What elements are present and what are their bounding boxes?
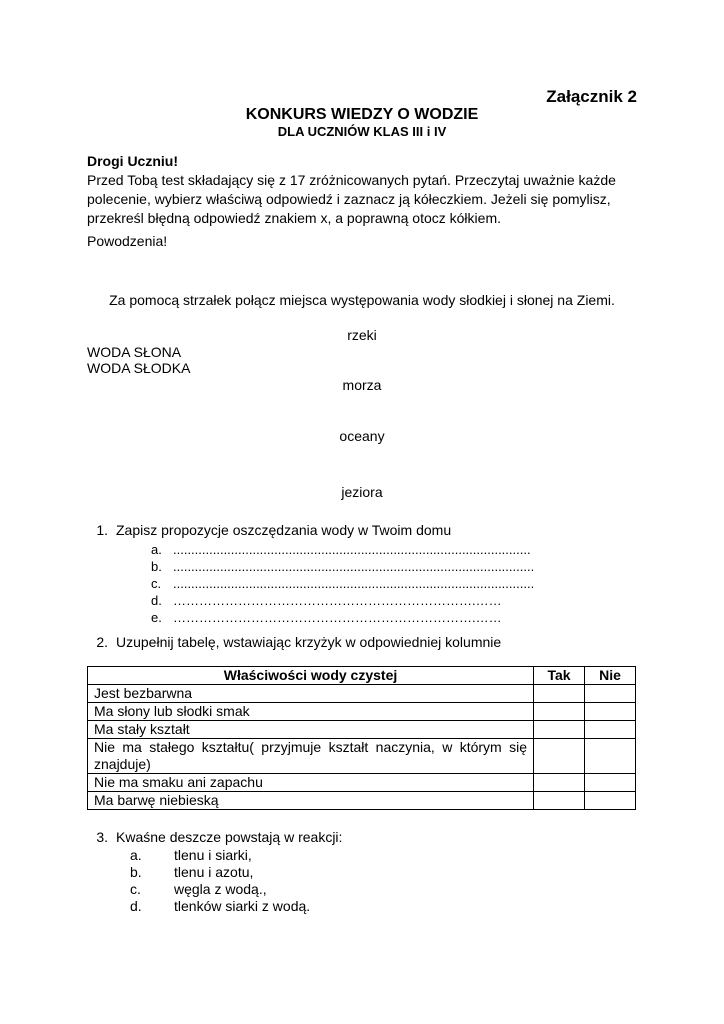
yes-cell[interactable] [534,685,585,703]
property-cell: Ma stały kształt [88,721,534,739]
question-2-text: Uzupełnij tabelę, wstawiając krzyżyk w odpowiedniej kolumnie [116,634,502,650]
option-text: tlenków siarki z wodą. [174,898,311,914]
table-row [88,721,636,739]
place-rivers: rzeki [347,327,377,343]
option-c[interactable] [130,881,310,898]
answer-letter: a. [151,542,162,557]
option-b[interactable] [130,864,310,881]
no-cell[interactable] [585,774,636,792]
place-lakes: jeziora [341,484,383,500]
place-oceans: oceany [339,428,385,444]
table-row [88,774,636,792]
no-cell[interactable] [585,792,636,810]
answer-dots: .................................................................................................... [173,576,535,591]
answer-letter: e. [151,610,162,625]
greeting: Drogi Uczniu! [87,153,178,169]
no-cell[interactable] [585,739,636,774]
option-letter: b. [130,864,142,880]
option-a[interactable] [130,847,310,864]
table-row [88,792,636,810]
intro-block [87,152,647,228]
matching-instruction: Za pomocą strzałek połącz miejsca występowania wody słodkiej i słonej na Ziemi. [109,292,615,308]
question-2 [86,634,501,650]
option-text: tlenu i azotu, [174,864,254,880]
property-cell: Ma barwę niebieską [88,792,534,810]
question-2-number: 2. [96,634,108,650]
question-1 [86,522,451,538]
properties-table [87,666,636,810]
good-luck-text: Powodzenia! [87,233,168,249]
question-1-answers [151,541,534,626]
header-properties: Właściwości wody czystej [88,667,534,685]
page-subtitle: DLA UCZNIÓW KLAS III i IV [277,124,447,139]
table-header-row [88,667,636,685]
question-3-number: 3. [96,829,108,845]
question-3 [86,829,342,845]
answer-line[interactable] [151,541,534,558]
option-text: węgla z wodą., [174,881,267,897]
header-no: Nie [585,667,636,685]
answer-letter: c. [151,576,162,591]
answer-line[interactable] [151,592,534,609]
yes-cell[interactable] [534,739,585,774]
question-1-text: Zapisz propozycje oszczędzania wody w Twoim domu [116,522,452,538]
yes-cell[interactable] [534,721,585,739]
property-cell: Ma słony lub słodki smak [88,703,534,721]
answer-letter: b. [151,559,162,574]
answer-dots: …………………………………………………………….…… [173,593,502,608]
answer-letter: d. [151,593,162,608]
yes-cell[interactable] [534,774,585,792]
question-3-options [130,847,310,915]
no-cell[interactable] [585,685,636,703]
yes-cell[interactable] [534,792,585,810]
page-title: KONKURS WIEDZY O WODZIE [245,106,479,123]
annex-label: Załącznik 2 [546,87,637,106]
yes-cell[interactable] [534,703,585,721]
option-letter: d. [130,898,142,914]
place-seas: morza [342,377,382,393]
type-fresh-water: WODA SŁODKA [87,360,191,376]
answer-dots: ................................................................................................... [173,542,531,557]
property-cell: Nie ma stałego kształtu( przyjmuje kształt naczynia, w którym się znajduje) [88,739,534,774]
option-text: tlenu i siarki, [174,847,252,863]
property-cell: Nie ma smaku ani zapachu [88,774,534,792]
answer-line[interactable] [151,575,534,592]
intro-text: Przed Tobą test składający się z 17 zróżnicowanych pytań. Przeczytaj uważnie każde polecenie, wybierz właściwą odpowiedź i zaznacz ją kółeczkiem. Jeżeli się pomylisz, przekreśl błędną odpowiedź znakiem x, a poprawną otocz kółkiem. [87,172,616,226]
header-yes: Tak [534,667,585,685]
no-cell[interactable] [585,721,636,739]
option-letter: c. [130,881,141,897]
answer-line[interactable] [151,558,534,575]
question-1-number: 1. [96,522,108,538]
property-cell: Jest bezbarwna [88,685,534,703]
answer-dots: …………………………………………………………….…… [173,610,502,625]
table-row [88,739,636,774]
type-salt-water: WODA SŁONA [87,344,182,360]
option-letter: a. [130,847,142,863]
no-cell[interactable] [585,703,636,721]
answer-line[interactable] [151,609,534,626]
table-row [88,703,636,721]
answer-dots: .................................................................................................... [173,559,535,574]
table-row [88,685,636,703]
option-d[interactable] [130,898,310,915]
question-3-text: Kwaśne deszcze powstają w reakcji: [116,829,343,845]
